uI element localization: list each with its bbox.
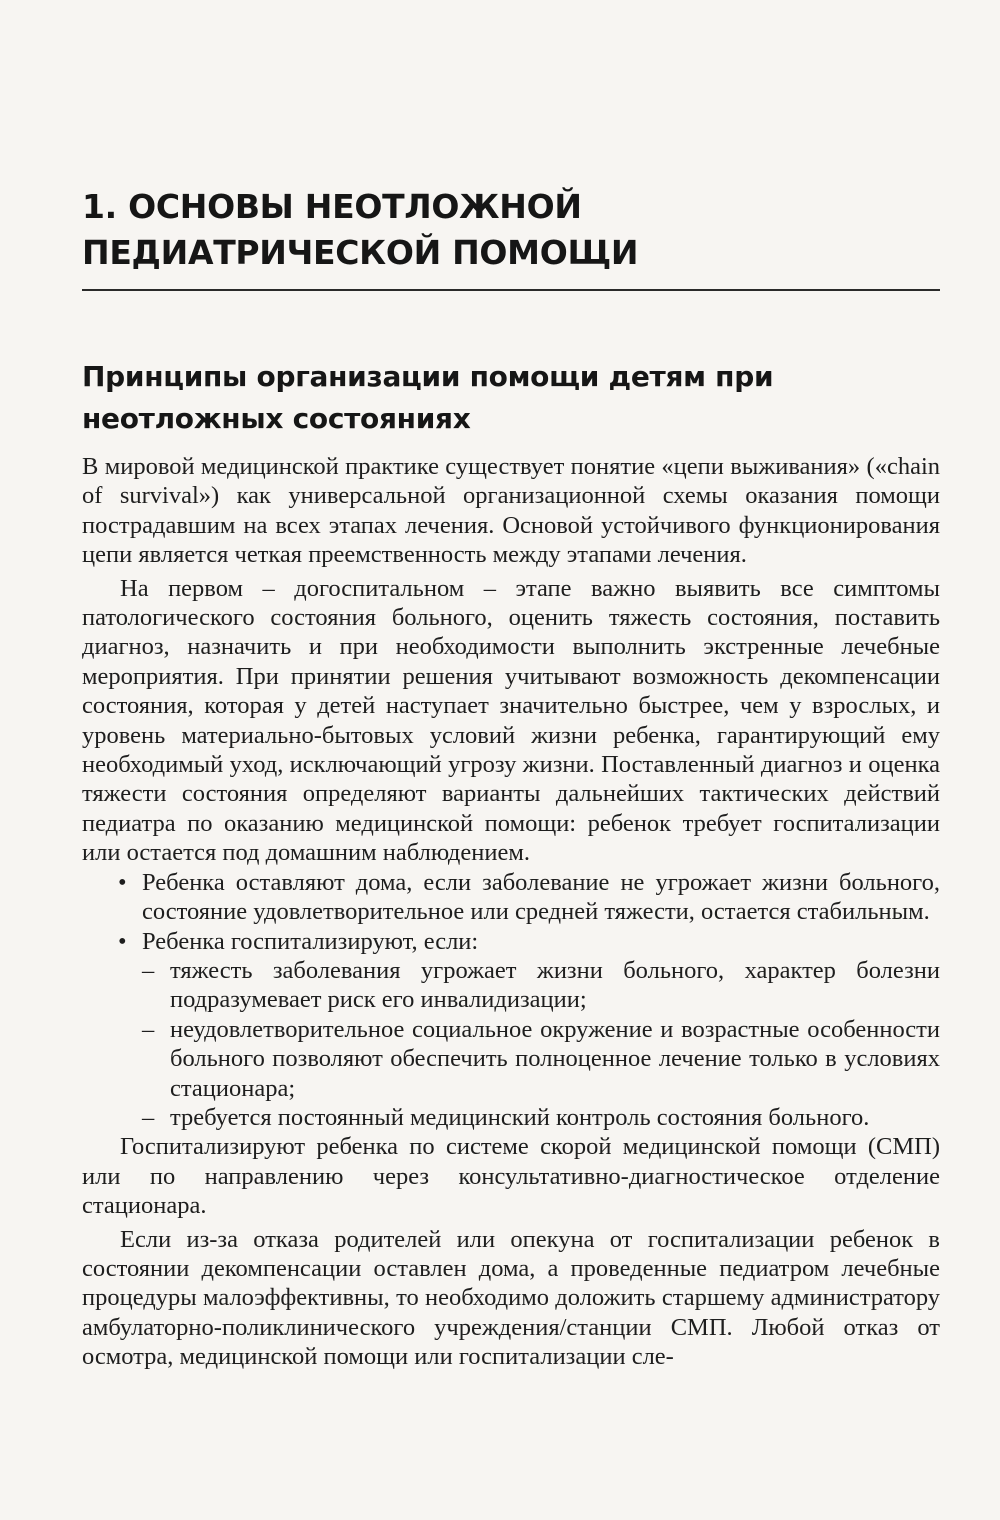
sub-list-item bbox=[142, 956, 940, 1015]
hospitalization-criteria bbox=[142, 956, 940, 1132]
list-item-hospitalize bbox=[82, 927, 940, 1133]
sub-list-item-text: тяжесть заболевания угрожает жизни больного, характер болезни подразумевает риск его инвалидизации; bbox=[170, 956, 940, 1014]
list-item-stay-home bbox=[82, 868, 940, 927]
sub-list-item-text: неудовлетворительное социальное окружение и возрастные особенности больного позволяют обеспечить полноценное лечение только в условиях стационара; bbox=[170, 1015, 940, 1102]
section-title: Принципы организации помощи детям при неотложных состояниях bbox=[82, 360, 774, 435]
dash-marker: – bbox=[142, 956, 155, 984]
paragraph-refusal: Если из-за отказа родителей или опекуна от госпитализации ребенок в состоянии декомпенсации оставлен дома, а проведенные педиатром лечебные процедуры малоэффективны, то необходимо доложить старшему администратору амбулаторно-поликлинического учреждения/станции СМП. Любой отказ от осмотра, медицинской помощи или госпитализации сле- bbox=[82, 1225, 940, 1371]
dash-marker: – bbox=[142, 1015, 155, 1043]
book-page bbox=[82, 0, 940, 1520]
chapter-title: 1. ОСНОВЫ НЕОТЛОЖНОЙ ПЕДИАТРИЧЕСКОЙ ПОМОЩИ bbox=[82, 187, 639, 272]
paragraph-prehospital: На первом – догоспитальном – этапе важно выявить все симптомы патологического состояния больного, оценить тяжесть состояния, поставить диагноз, назначить и при необходимости выполнить экстренные лечебные мероприятия. При принятии решения учитывают возможность декомпенсации состояния, которая у детей наступает значительно быстрее, чем у взрослых, и уровень материально-бытовых условий жизни ребенка, гарантирующий ему необходимый уход, исключающий угрозу жизни. Поставленный диагноз и оценка тяжести состояния определяют варианты дальнейших тактических действий педиатра по оказанию медицинской помощи: ребенок требует госпитализации или остается под домашним наблюдением. bbox=[82, 574, 940, 867]
sub-list-item bbox=[142, 1015, 940, 1103]
sub-list-item-text: требуется постоянный медицинский контроль состояния больного. bbox=[170, 1103, 870, 1131]
bullet-marker: • bbox=[118, 927, 127, 955]
sub-list-item bbox=[142, 1103, 940, 1132]
paragraph-intro: В мировой медицинской практике существует понятие «цепи выживания» («chain of survival») как универсальной организационной схемы оказания помощи пострадавшим на всех этапах лечения. Основой устойчивого функционирования цепи является четкая преемственность между этапами лечения. bbox=[82, 453, 940, 569]
paragraph-hospitalization-route: Госпитализируют ребенка по системе скорой медицинской помощи (СМП) или по направлению через консультативно-диагностическое отделение стационара. bbox=[82, 1133, 940, 1220]
list-item-text: Ребенка госпитализируют, если: bbox=[142, 927, 479, 955]
bullet-marker: • bbox=[118, 868, 127, 896]
list-item-text: Ребенка оставляют дома, если заболевание не угрожает жизни больного, состояние удовлетворительное или средней тяжести, остается стабильным. bbox=[142, 868, 940, 926]
dash-marker: – bbox=[142, 1103, 155, 1131]
title-divider bbox=[82, 289, 940, 291]
body-text bbox=[82, 452, 940, 1372]
decision-list bbox=[82, 868, 940, 1133]
